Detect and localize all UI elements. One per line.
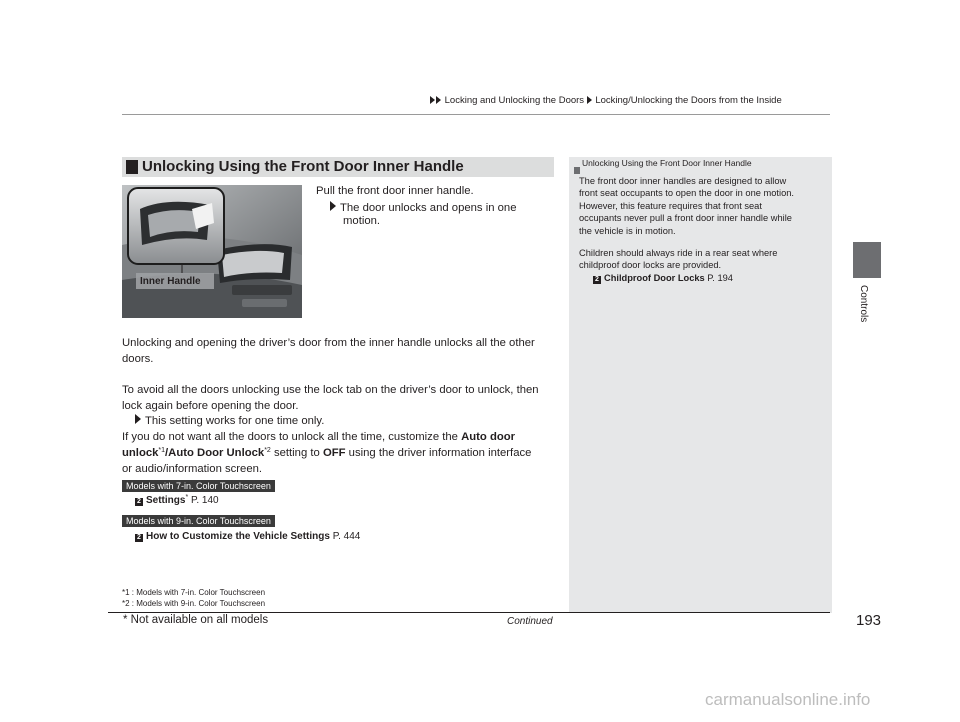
header-rule: [122, 114, 830, 115]
section-square-icon: [126, 160, 138, 174]
sidebar-marker-icon: [574, 167, 580, 174]
para2-line1: To avoid all the doors unlocking use the lock tab on the driver’s door to unlock, then: [122, 384, 539, 396]
sidebar-heading-text: Unlocking Using the Front Door Inner Handle: [582, 158, 752, 168]
off-label: OFF: [322, 447, 346, 459]
para3-text: If you do not want all the doors to unlock all the time, customize the: [122, 431, 462, 443]
para3-end: using the driver information interface: [345, 447, 532, 459]
slash: /: [165, 447, 169, 459]
note-text: This setting works for one time only.: [145, 415, 325, 427]
cross-reference-icon: 2: [135, 498, 143, 506]
sidebar-line: the vehicle is in motion.: [579, 225, 676, 236]
footer-rule: [108, 612, 830, 613]
footnote-ref-1[interactable]: *1: [158, 447, 166, 454]
inner-handle-callout: Inner Handle: [140, 276, 201, 287]
sidebar-para-2: [579, 247, 829, 284]
result-text-2: motion.: [343, 215, 381, 227]
door-handle-illustration: [122, 185, 302, 318]
note-arrow-icon: [135, 414, 141, 424]
settings-page: P. 140: [188, 495, 219, 506]
result-text: The door unlocks and opens in one: [340, 202, 517, 214]
para1-line2: doors.: [122, 353, 154, 365]
arrow-icon: [587, 96, 592, 104]
childproof-link[interactable]: Childproof Door Locks: [604, 272, 705, 283]
auto-door-label: Auto door: [461, 431, 516, 443]
childproof-reference[interactable]: [579, 273, 733, 283]
section-header: [122, 157, 554, 177]
breadcrumb-part1[interactable]: Locking and Unlocking the Doors: [444, 95, 585, 106]
sidebar-line: However, this feature requires that front seat: [579, 200, 762, 211]
breadcrumb: [430, 95, 782, 106]
door-handle-photo: [122, 185, 302, 318]
para3-mid: setting to: [270, 447, 323, 459]
childproof-page: P. 194: [704, 272, 733, 283]
sidebar-line: childproof door locks are provided.: [579, 260, 722, 271]
sidebar-heading: [574, 158, 752, 174]
customize-page: P. 444: [329, 531, 361, 542]
para2-line2: lock again before opening the door.: [122, 400, 299, 412]
settings-reference[interactable]: [135, 495, 219, 506]
settings-link[interactable]: Settings: [146, 495, 186, 506]
breadcrumb-part2[interactable]: Locking/Unlocking the Doors from the Inside: [595, 95, 782, 106]
footnote-2: *2 : Models with 9-in. Color Touchscreen: [122, 599, 266, 608]
page-number: 193: [856, 612, 882, 629]
watermark: carmanualsonline.info: [705, 690, 871, 709]
unlock-label: unlock: [122, 447, 159, 459]
model-tag-7in: Models with 7-in. Color Touchscreen: [122, 480, 275, 492]
sidebar-para-1: [579, 175, 829, 237]
arrow-icon: [436, 96, 441, 104]
para3-line3: or audio/information screen.: [122, 463, 263, 475]
cross-reference-icon: 2: [135, 534, 143, 542]
arrow-icon: [430, 96, 435, 104]
chapter-tab-label[interactable]: Controls: [858, 285, 869, 323]
result-arrow-icon: [330, 201, 336, 211]
sidebar-line: Children should always ride in a rear seat where: [579, 248, 778, 259]
section-title: Unlocking Using the Front Door Inner Handle: [142, 158, 464, 175]
instruction-text: Pull the front door inner handle.: [316, 185, 474, 197]
sidebar-body: [579, 175, 829, 294]
footnote-ref-2[interactable]: *2: [264, 447, 271, 454]
para1-line1: Unlocking and opening the driver’s door from the inner handle unlocks all the other: [122, 337, 535, 349]
continued-label: Continued: [507, 616, 553, 627]
footnote-1: *1 : Models with 7-in. Color Touchscreen: [122, 588, 266, 597]
sidebar-line: front seat occupants to open the door in one motion.: [579, 188, 795, 199]
sidebar-line: The front door inner handles are designed to allow: [579, 176, 787, 186]
availability-star: *: [185, 494, 189, 501]
chapter-tab-block: [853, 242, 881, 278]
auto-door-unlock-label: Auto Door Unlock: [168, 447, 265, 459]
cross-reference-icon: 2: [593, 276, 601, 284]
model-tag-9in: Models with 9-in. Color Touchscreen: [122, 515, 275, 527]
customize-reference[interactable]: [135, 531, 360, 542]
sidebar-line: occupants never pull a front door inner handle while: [579, 213, 792, 224]
customize-settings-link[interactable]: How to Customize the Vehicle Settings: [146, 531, 330, 542]
availability-note: * Not available on all models: [123, 614, 269, 626]
